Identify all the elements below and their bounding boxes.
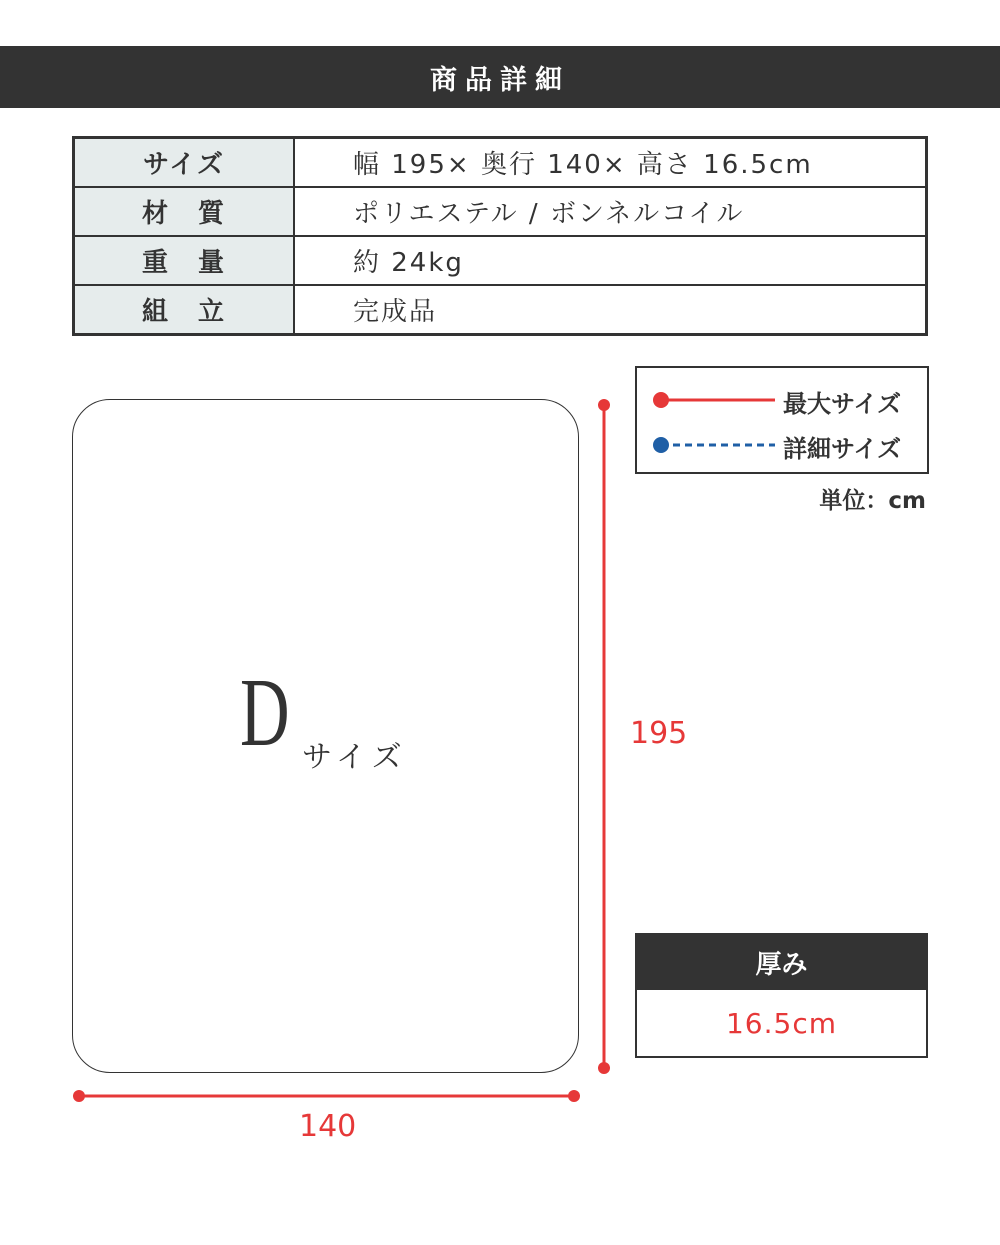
size-suffix: サイズ [302, 740, 408, 775]
spec-value-weight: 約 24kg [294, 236, 927, 285]
section-title: 商品詳細 [430, 64, 570, 96]
length-label: 195 [630, 716, 688, 751]
thickness-value: 16.5cm [725, 1006, 837, 1040]
legend-label-detail: 詳細サイズ [783, 435, 902, 463]
unit-label: 単位：cm [819, 488, 926, 514]
spec-label-assembly: 組 立 [74, 285, 295, 335]
spec-value-assembly: 完成品 [294, 285, 927, 335]
thickness-box [635, 933, 928, 1058]
spec-value-size: 幅 195× 奥行 140× 高さ 16.5cm [294, 138, 927, 188]
spec-value-material: ポリエステル / ボンネルコイル [294, 187, 927, 236]
size-letter: D [240, 659, 290, 767]
legend-label-max: 最大サイズ [783, 390, 902, 418]
length-dimension-line [598, 399, 610, 1074]
spec-label-size: サイズ [74, 138, 295, 188]
width-label: 140 [299, 1109, 357, 1144]
spec-label-weight: 重 量 [74, 236, 295, 285]
spec-label-material: 材 質 [74, 187, 295, 236]
thickness-heading: 厚み [637, 935, 926, 990]
width-dimension-line [73, 1090, 580, 1102]
